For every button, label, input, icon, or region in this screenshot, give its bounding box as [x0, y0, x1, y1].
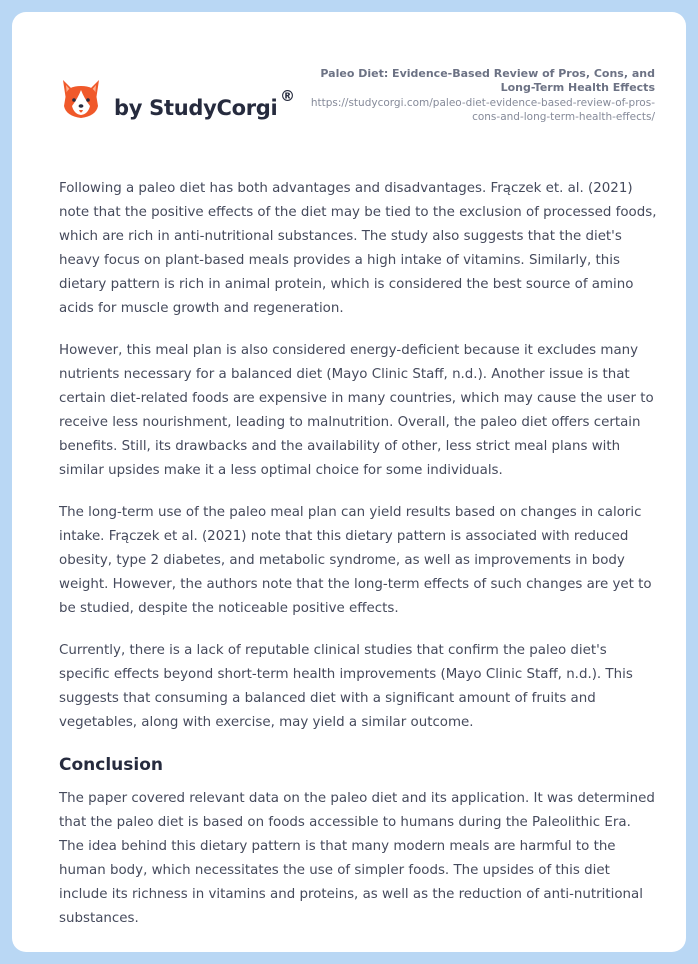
document-meta [305, 67, 655, 124]
studycorgi-logo[interactable] [60, 76, 320, 138]
registered-mark: ® [280, 87, 295, 105]
document-title: Paleo Diet: Evidence-Based Review of Pros, Cons, and Long-Term Health Effects [320, 67, 655, 94]
body-paragraph: However, this meal plan is also considered energy-deficient because it excludes many nutrients necessary for a balanced diet (Mayo Clinic Staff, n.d.). Another issue is that certain diet-related foods are expensive in many countries, which may cause the user to receive less nourishment, leading to malnutrition. Overall, the paleo diet offers certain benefits. Still, its drawbacks and the availability of other, less strict meal plans with similar upsides make it a less optimal choice for some individuals. [59, 343, 654, 478]
document-body [59, 177, 659, 949]
body-paragraph: Following a paleo diet has both advantages and disadvantages. Frączek et. al. (2021) note that the positive effects of the diet may be tied to the exclusion of processed foods, which are rich in anti-nutritional substances. The study also suggests that the diet's heavy focus on plant-based meals provides a high intake of vitamins. Similarly, this dietary pattern is rich in animal protein, which is considered the best source of amino acids for muscle growth and regeneration. [59, 181, 657, 316]
conclusion-paragraph: The paper covered relevant data on the paleo diet and its application. It was determined that the paleo diet is based on foods accessible to humans during the Paleolithic Era. The idea behind this dietary pattern is that many modern meals are harmful to the human body, which necessitates the use of simpler foods. The upsides of this diet include its richness in vitamins and proteins, as well as the reduction of anti-nutritional substances. [59, 791, 655, 926]
document-url[interactable]: https://studycorgi.com/paleo-diet-evidence-based-review-of-pros-cons-and-long-term-health-effects/ [310, 97, 655, 123]
body-paragraph: The long-term use of the paleo meal plan can yield results based on changes in caloric intake. Frączek et al. (2021) note that this dietary pattern is associated with reduced obesity, type 2 diabetes, and metabolic syndrome, as well as improvements in body weight. However, the authors note that the long-term effects of such changes are yet to be studied, despite the noticeable positive effects. [59, 505, 652, 616]
body-paragraph: Currently, there is a lack of reputable clinical studies that confirm the paleo diet's specific effects beyond short-term health improvements (Mayo Clinic Staff, n.d.). This suggests that consuming a balanced diet with a significant amount of fruits and vegetables, along with exercise, may yield a similar outcome. [59, 643, 633, 730]
corgi-logo-icon [60, 76, 102, 122]
brand-name: by StudyCorgi [114, 96, 278, 120]
page-card [12, 12, 686, 952]
conclusion-heading: Conclusion [59, 755, 163, 775]
